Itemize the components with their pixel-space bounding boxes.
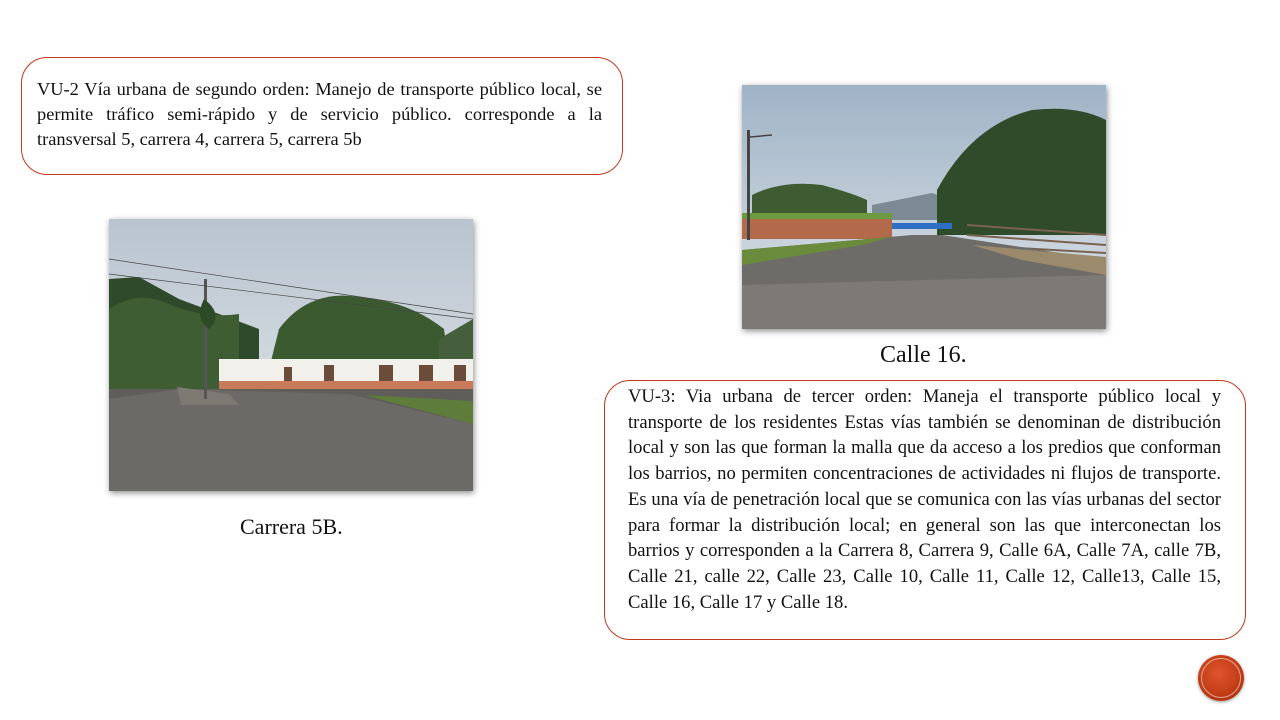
slide-navigation-button[interactable] <box>1198 655 1244 701</box>
vu2-description-text: VU-2 Vía urbana de segundo orden: Manejo de transporte público local, se permite tráfico semi-rápido y de servicio público. corresponde a la transversal 5, carrera 4, carrera 5, carrera 5b <box>37 79 602 149</box>
vu3-description-box <box>604 380 1246 640</box>
vu3-description-text: VU-3: Via urbana de tercer orden: Maneja el transporte público local y transporte de los residentes Estas vías también se denominan de distribución local y son las que forman la malla que da acceso a los predios que conforman los barrios, no permiten concentraciones de actividades ni flujos de transporte. Es una vía de penetración local que se comunica con las vías urbanas del sector para formar la distribución local; en general son las que interconectan los barrios y corresponden a la Carrera 8, Carrera 9, Calle 6A, Calle 7A, calle 7B, Calle 21, calle 22, Calle 23, Calle 10, Calle 11, Calle 12, Calle13, Calle 15, Calle 16, Calle 17 y Calle 18. <box>628 386 1221 613</box>
carrera-5b-street-image <box>109 219 473 491</box>
calle-16-street-image <box>742 85 1106 329</box>
carrera-5b-caption: Carrera 5B. <box>240 514 343 539</box>
calle-16-photo <box>742 85 1106 329</box>
vu2-description-box <box>21 57 623 175</box>
calle-16-caption: Calle 16. <box>880 342 967 368</box>
carrera-5b-photo <box>109 219 473 491</box>
